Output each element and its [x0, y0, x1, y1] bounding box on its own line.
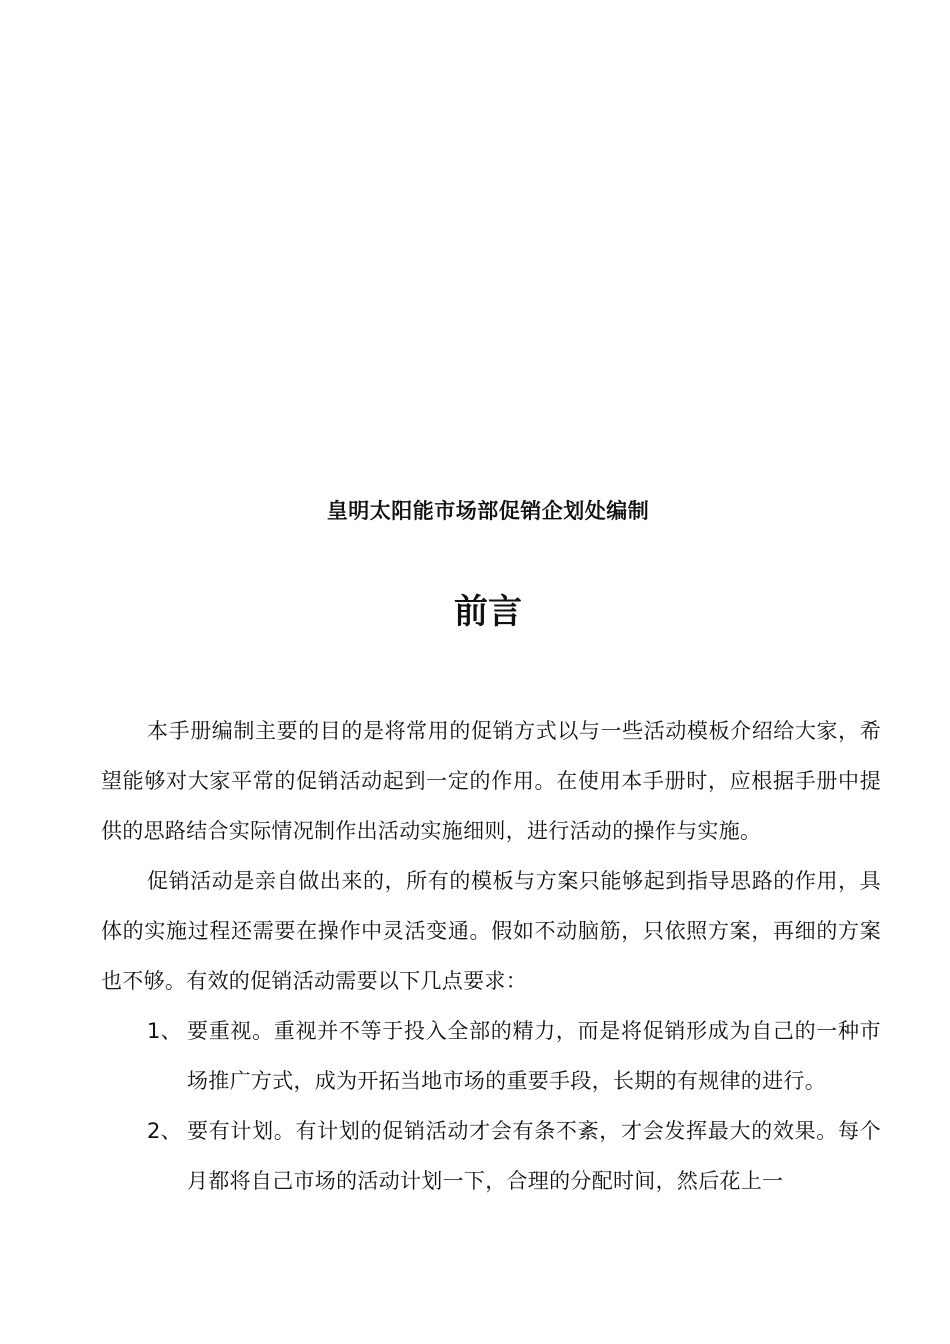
list-item-text: 要有计划。有计划的促销活动才会有条不紊，才会发挥最大的效果。每个月都将自己市场的活动计划一下，合理的分配时间，然后花上一: [187, 1119, 881, 1193]
paragraph: 本手册编制主要的目的是将常用的促销方式以与一些活动模板介绍给大家，希望能够对大家平常的促销活动起到一定的作用。在使用本手册时，应根据手册中提供的思路结合实际情况制作出活动实施细则，进行活动的操作与实施。: [101, 719, 881, 843]
paragraph: 促销活动是亲自做出来的，所有的模板与方案只能够起到指导思路的作用，具体的实施过程还需要在操作中灵活变通。假如不动脑筋，只依照方案，再细的方案也不够。有效的促销活动需要以下几点要求：: [101, 869, 881, 993]
list-item-number: 1、: [147, 1019, 182, 1043]
document-subtitle: 皇明太阳能市场部促销企划处编制: [326, 499, 650, 523]
list-item: [101, 1006, 881, 1106]
list-item: [101, 1106, 881, 1206]
section-heading: 前言: [454, 592, 522, 632]
body-text: [101, 706, 881, 1206]
list-item-text: 要重视。重视并不等于投入全部的精力，而是将促销形成为自己的一种市场推广方式，成为开拓当地市场的重要手段，长期的有规律的进行。: [187, 1019, 881, 1093]
list-item-number: 2、: [147, 1119, 182, 1143]
requirements-list: [101, 1006, 881, 1206]
